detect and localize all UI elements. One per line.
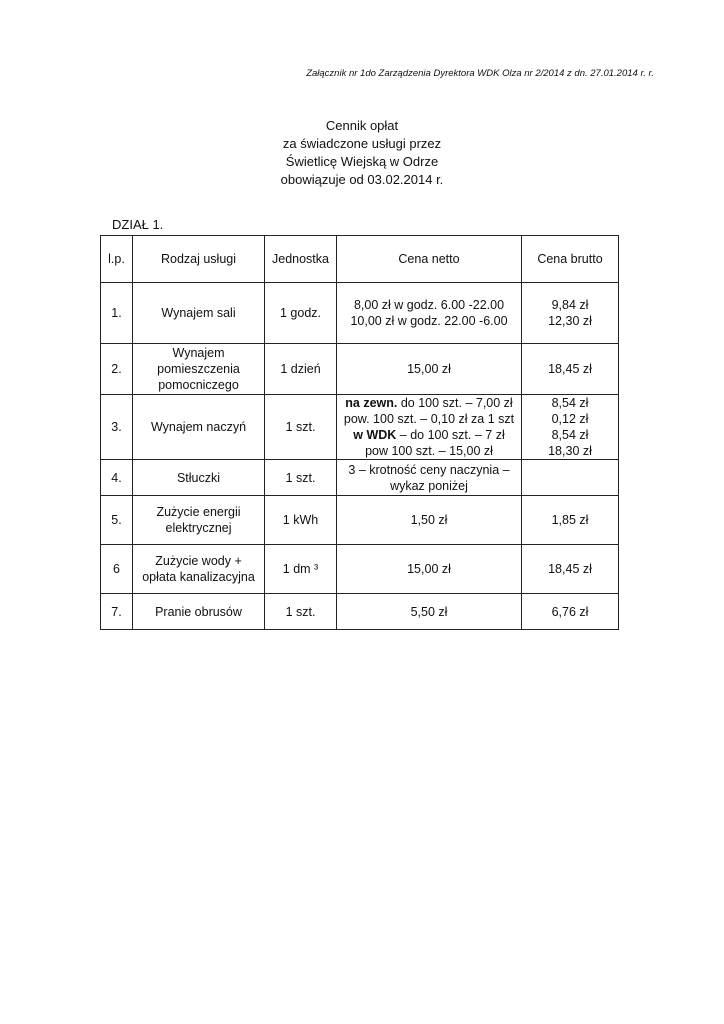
header-unit: Jednostka	[265, 236, 337, 283]
net-price: 15,00 zł	[337, 344, 522, 395]
net-price: 15,00 zł	[337, 545, 522, 594]
unit: 1 kWh	[265, 496, 337, 545]
gross-price: 18,45 zł	[522, 344, 619, 395]
unit: 1 dm ³	[265, 545, 337, 594]
row-number: 3.	[101, 395, 133, 460]
row-number: 2.	[101, 344, 133, 395]
row-number: 6	[101, 545, 133, 594]
row-number: 1.	[101, 283, 133, 344]
table-header-row	[101, 236, 619, 283]
row-number: 7.	[101, 594, 133, 630]
gross-price: 8,54 zł 0,12 zł 8,54 zł 18,30 zł	[522, 395, 619, 460]
net-price: 5,50 zł	[337, 594, 522, 630]
price-table	[100, 235, 619, 630]
table-row	[101, 460, 619, 496]
table-row	[101, 344, 619, 395]
title-line-1: Cennik opłat	[325, 118, 399, 133]
service-name: Pranie obrusów	[133, 594, 265, 630]
table-row	[101, 545, 619, 594]
service-name: Wynajem pomieszczenia pomocniczego	[133, 344, 265, 395]
service-name: Wynajem naczyń	[133, 395, 265, 460]
net-price: 8,00 zł w godz. 6.00 -22.00 10,00 zł w godz. 22.00 -6.00	[337, 283, 522, 344]
service-name: Zużycie energii elektrycznej	[133, 496, 265, 545]
header-gross-price: Cena brutto	[522, 236, 619, 283]
title-line-4: obowiązuje od 03.02.2014 r.	[280, 172, 444, 187]
title-line-2: za świadczone usługi przez	[282, 136, 442, 151]
unit: 1 szt.	[265, 594, 337, 630]
section-label: DZIAŁ 1.	[112, 217, 164, 232]
gross-price: 1,85 zł	[522, 496, 619, 545]
unit: 1 szt.	[265, 395, 337, 460]
net-price: na zewn. do 100 szt. – 7,00 zł pow. 100 szt. – 0,10 zł za 1 szt w WDK – do 100 szt. – 7 zł pow 100 szt. – 15,00 zł	[337, 395, 522, 460]
net-price: 3 – krotność ceny naczynia – wykaz poniżej	[337, 460, 522, 496]
unit: 1 szt.	[265, 460, 337, 496]
unit: 1 godz.	[265, 283, 337, 344]
header-net-price: Cena netto	[337, 236, 522, 283]
header-service: Rodzaj usługi	[133, 236, 265, 283]
row-number: 5.	[101, 496, 133, 545]
gross-price: 18,45 zł	[522, 545, 619, 594]
table-row	[101, 594, 619, 630]
gross-price: 6,76 zł	[522, 594, 619, 630]
header-lp: l.p.	[101, 236, 133, 283]
unit: 1 dzień	[265, 344, 337, 395]
gross-price	[522, 460, 619, 496]
service-name: Zużycie wody + opłata kanalizacyjna	[133, 545, 265, 594]
service-name: Wynajem sali	[133, 283, 265, 344]
title-line-3: Świetlicę Wiejską w Odrze	[285, 154, 439, 169]
table-row	[101, 395, 619, 460]
gross-price: 9,84 zł 12,30 zł	[522, 283, 619, 344]
service-name: Stłuczki	[133, 460, 265, 496]
net-price: 1,50 zł	[337, 496, 522, 545]
attachment-note: Załącznik nr 1do Zarządzenia Dyrektora WDK Olza nr 2/2014 z dn. 27.01.2014 r. r.	[306, 68, 654, 79]
document-title	[0, 117, 724, 189]
row-number: 4.	[101, 460, 133, 496]
table-row	[101, 283, 619, 344]
table-row	[101, 496, 619, 545]
